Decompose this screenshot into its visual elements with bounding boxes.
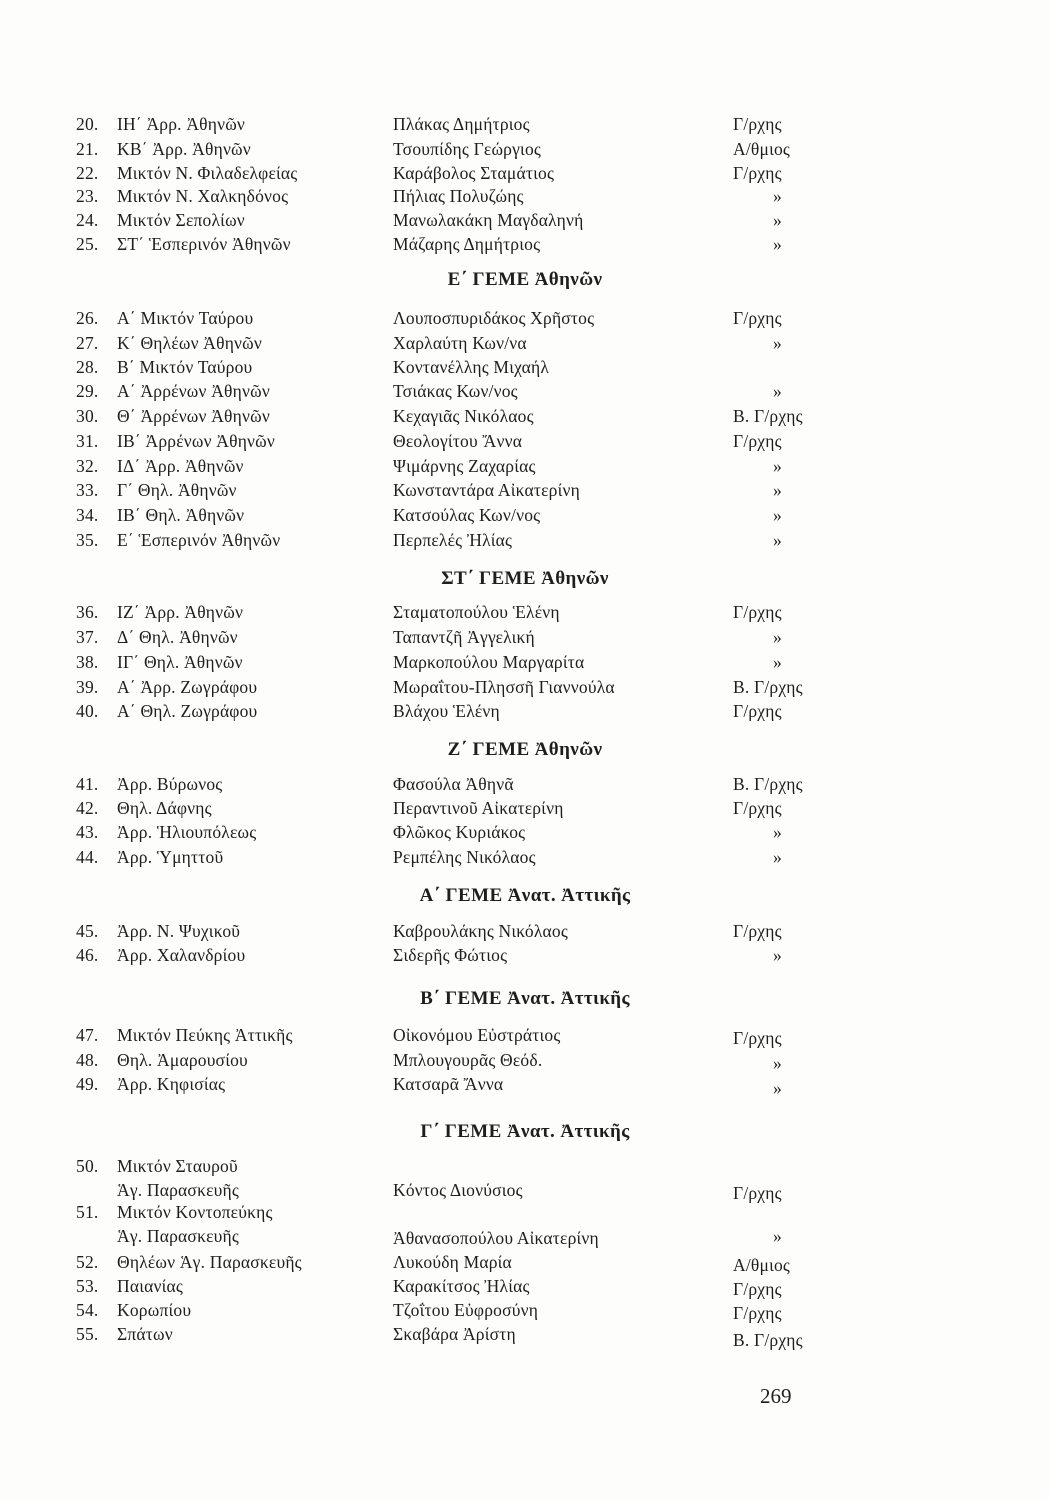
person-name: Κεχαγιᾶς Νικόλαος	[393, 406, 534, 426]
school-name: ΙΔ΄ Ἀρρ. Ἀθηνῶν	[117, 456, 244, 476]
entry-number: 33.	[76, 480, 99, 500]
role-label: »	[773, 530, 782, 550]
entry-number: 21.	[76, 139, 99, 159]
entry-number: 27.	[76, 333, 99, 353]
school-name: ΙΖ΄ Ἀρρ. Ἀθηνῶν	[117, 602, 244, 622]
role-label: Γ/ρχης	[733, 701, 782, 721]
entry-number: 37.	[76, 627, 99, 647]
list-item	[0, 1298, 1050, 1322]
school-name: Θ΄ Ἀρρένων Ἀθηνῶν	[117, 406, 270, 426]
list-item	[0, 845, 1050, 869]
person-name: Κατσαρᾶ Ἄννα	[393, 1074, 504, 1094]
role-label: »	[773, 945, 782, 965]
entry-number: 35.	[76, 530, 99, 550]
person-name: Κόντος Διονύσιος	[393, 1180, 523, 1200]
person-name: Λουποσπυριδάκος Χρῆστος	[393, 308, 595, 328]
entry-number: 47.	[76, 1025, 99, 1045]
person-name: Σκαβάρα Ἀρίστη	[393, 1324, 516, 1344]
school-name: Κ΄ Θηλέων Ἀθηνῶν	[117, 333, 262, 353]
person-name: Πήλιας Πολυζώης	[393, 186, 524, 206]
person-name: Φλῶκος Κυριάκος	[393, 822, 526, 842]
person-name: Χαρλαύτη Κων/να	[393, 333, 527, 353]
person-name: Περαντινοῦ Αἰκατερίνη	[393, 798, 564, 818]
person-name: Βλάχου Ἑλένη	[393, 701, 500, 721]
entry-number: 24.	[76, 210, 99, 230]
school-name: Θηλ. Δάφνης	[117, 798, 212, 818]
list-item	[0, 379, 1050, 403]
school-name: Σπάτων	[117, 1324, 173, 1344]
school-name-line2: Ἁγ. Παρασκευῆς	[117, 1226, 239, 1246]
list-item	[0, 306, 1050, 330]
person-name: Μωραΐτου-Πλησσῆ Γιαννούλα	[393, 677, 615, 697]
person-name: Φασούλα Ἀθηνᾶ	[393, 774, 514, 794]
list-item	[0, 454, 1050, 478]
role-label: »	[773, 456, 782, 476]
school-name: Θηλέων Ἁγ. Παρασκευῆς	[117, 1252, 302, 1272]
list-item	[0, 232, 1050, 256]
list-item	[0, 1200, 1050, 1250]
person-name: Μαρκοπούλου Μαργαρίτα	[393, 652, 585, 672]
list-item	[0, 528, 1050, 552]
entry-number: 36.	[76, 602, 99, 622]
list-item	[0, 429, 1050, 453]
person-name: Περπελές Ἠλίας	[393, 530, 513, 550]
entry-number: 54.	[76, 1300, 99, 1320]
entry-number: 46.	[76, 945, 99, 965]
entry-number: 43.	[76, 822, 99, 842]
person-name: Ψιμάρνης Ζαχαρίας	[393, 456, 536, 476]
entry-number: 31.	[76, 431, 99, 451]
role-label: Α/θμιος	[733, 139, 791, 159]
school-name: ΣΤ΄ Ἑσπερινόν Ἀθηνῶν	[117, 234, 291, 254]
person-name: Μανωλακάκη Μαγδαληνή	[393, 210, 584, 230]
entry-number: 23.	[76, 186, 99, 206]
person-name: Ρεμπέλης Νικόλαος	[393, 847, 536, 867]
list-item	[0, 478, 1050, 502]
role-label: Γ/ρχης	[733, 1303, 782, 1323]
role-label: »	[773, 210, 782, 230]
role-label: Γ/ρχης	[733, 308, 782, 328]
entry-number: 20.	[76, 114, 99, 134]
school-name: Α΄ Ἀρρένων Ἀθηνῶν	[117, 381, 270, 401]
person-name: Πλάκας Δημήτριος	[393, 114, 530, 134]
list-item	[0, 331, 1050, 355]
role-label: »	[773, 652, 782, 672]
person-name: Καράβολος Σταμάτιος	[393, 163, 555, 183]
entry-number: 25.	[76, 234, 99, 254]
list-item	[0, 404, 1050, 428]
school-name: ΙΗ΄ Ἀρρ. Ἀθηνῶν	[117, 114, 246, 134]
list-item	[0, 184, 1050, 208]
role-label: Γ/ρχης	[733, 921, 782, 941]
school-name: Μικτόν Ν. Χαλκηδόνος	[117, 186, 289, 206]
entry-number: 26.	[76, 308, 99, 328]
list-item	[0, 796, 1050, 820]
entry-number: 32.	[76, 456, 99, 476]
person-name: Καρακίτσος Ἠλίας	[393, 1276, 530, 1296]
entry-number: 45.	[76, 921, 99, 941]
list-item	[0, 919, 1050, 943]
list-item	[0, 675, 1050, 699]
list-item	[0, 1274, 1050, 1298]
list-item	[0, 208, 1050, 232]
role-label: Α/θμιος	[733, 1255, 791, 1275]
school-name: ΙΒ΄ Ἀρρένων Ἀθηνῶν	[117, 431, 275, 451]
school-name: Ἀρρ. Βύρωνος	[117, 774, 223, 794]
person-name: Μπλουγουρᾶς Θεόδ.	[393, 1050, 543, 1070]
school-name: Δ΄ Θηλ. Ἀθηνῶν	[117, 627, 238, 647]
role-label: Γ/ρχης	[733, 602, 782, 622]
school-name: Α΄ Μικτόν Ταύρου	[117, 308, 254, 328]
list-item	[0, 1023, 1050, 1047]
role-label: »	[773, 186, 782, 206]
entry-number: 29.	[76, 381, 99, 401]
entry-number: 34.	[76, 505, 99, 525]
person-name: Θεολογίτου Ἄννα	[393, 431, 523, 451]
school-name: Ἀρρ. Κηφισίας	[117, 1074, 226, 1094]
list-item	[0, 112, 1050, 136]
entry-number: 39.	[76, 677, 99, 697]
role-label: Β. Γ/ρχης	[733, 774, 803, 794]
school-name: Μικτόν Ν. Φιλαδελφείας	[117, 163, 298, 183]
list-item	[0, 161, 1050, 185]
list-item	[0, 600, 1050, 624]
person-name: Τσουπίδης Γεώργιος	[393, 139, 542, 159]
section-heading: ΣΤ΄ ΓΕΜΕ Ἀθηνῶν	[441, 568, 609, 589]
person-name: Λυκούδη Μαρία	[393, 1252, 512, 1272]
school-name: Ἀρρ. Ὑμηττοῦ	[117, 847, 224, 867]
list-item	[0, 772, 1050, 796]
role-label: »	[773, 1078, 782, 1098]
list-item	[0, 650, 1050, 674]
school-name: Ἀρρ. Ν. Ψυχικοῦ	[117, 921, 241, 941]
school-name: ΚΒ΄ Ἀρρ. Ἀθηνῶν	[117, 139, 251, 159]
person-name: Κωνσταντάρα Αἰκατερίνη	[393, 480, 580, 500]
list-item	[0, 699, 1050, 723]
person-name: Ἀθανασοπούλου Αἰκατερίνη	[393, 1228, 599, 1248]
section-heading: Ζ΄ ΓΕΜΕ Ἀθηνῶν	[447, 739, 603, 760]
person-name: Καβρουλάκης Νικόλαος	[393, 921, 569, 941]
school-name: Β΄ Μικτόν Ταύρου	[117, 357, 253, 377]
section-heading: Β΄ ΓΕΜΕ Ἀνατ. Ἀττικῆς	[420, 988, 630, 1009]
school-name: Μικτόν Σεπολίων	[117, 210, 245, 230]
list-item	[0, 355, 1050, 379]
role-label: Γ/ρχης	[733, 1183, 782, 1203]
list-item	[0, 1322, 1050, 1350]
section-heading: Γ΄ ΓΕΜΕ Ἀνατ. Ἀττικῆς	[420, 1121, 630, 1142]
school-name: Μικτόν Πεύκης Ἀττικῆς	[117, 1025, 293, 1045]
role-label: »	[773, 627, 782, 647]
entry-number: 41.	[76, 774, 99, 794]
person-name: Τσιάκας Κων/νος	[393, 381, 518, 401]
role-label: »	[773, 847, 782, 867]
school-name: Α΄ Ἀρρ. Ζωγράφου	[117, 677, 258, 697]
entry-number: 49.	[76, 1074, 99, 1094]
school-name: Ἀρρ. Χαλανδρίου	[117, 945, 246, 965]
entry-number: 53.	[76, 1276, 99, 1296]
school-name: Παιανίας	[117, 1276, 184, 1296]
section-heading: Α΄ ΓΕΜΕ Ἀνατ. Ἀττικῆς	[419, 885, 631, 906]
entry-number: 51.	[76, 1202, 99, 1222]
person-name: Τζοΐτου Εὐφροσύνη	[393, 1300, 539, 1320]
person-name: Οἰκονόμου Εὐστράτιος	[393, 1025, 561, 1045]
school-name: Α΄ Θηλ. Ζωγράφου	[117, 701, 258, 721]
list-item	[0, 503, 1050, 527]
entry-number: 48.	[76, 1050, 99, 1070]
entry-number: 30.	[76, 406, 99, 426]
list-item	[0, 625, 1050, 649]
school-name: Θηλ. Ἀμαρουσίου	[117, 1050, 248, 1070]
school-name: Ἀρρ. Ἡλιουπόλεως	[117, 822, 257, 842]
entry-number: 52.	[76, 1252, 99, 1272]
entry-number: 28.	[76, 357, 99, 377]
entry-number: 50.	[76, 1156, 99, 1176]
role-label: Γ/ρχης	[733, 798, 782, 818]
role-label: Γ/ρχης	[733, 431, 782, 451]
role-label: Γ/ρχης	[733, 1028, 782, 1048]
school-name-line2: Ἁγ. Παρασκευῆς	[117, 1180, 239, 1200]
school-name: Γ΄ Θηλ. Ἀθηνῶν	[117, 480, 237, 500]
list-item	[0, 1072, 1050, 1096]
school-name: ΙΒ΄ Θηλ. Ἀθηνῶν	[117, 505, 245, 525]
list-item	[0, 1154, 1050, 1204]
role-label: »	[773, 505, 782, 525]
school-name: Κορωπίου	[117, 1300, 192, 1320]
entry-number: 42.	[76, 798, 99, 818]
role-label: Β. Γ/ρχης	[733, 406, 803, 426]
role-label: »	[773, 1053, 782, 1073]
school-name: Ε΄ Ἑσπερινόν Ἀθηνῶν	[117, 530, 281, 550]
role-label: Γ/ρχης	[733, 163, 782, 183]
entry-number: 44.	[76, 847, 99, 867]
person-name: Κοντανέλλης Μιχαήλ	[393, 357, 550, 377]
person-name: Μάζαρης Δημήτριος	[393, 234, 541, 254]
role-label: »	[773, 381, 782, 401]
entry-number: 22.	[76, 163, 99, 183]
list-item	[0, 137, 1050, 161]
entry-number: 40.	[76, 701, 99, 721]
list-item	[0, 820, 1050, 844]
person-name: Σταματοπούλου Ἑλένη	[393, 602, 560, 622]
school-name: Μικτόν Σταυροῦ	[117, 1156, 238, 1176]
list-item	[0, 1250, 1050, 1274]
role-label: »	[773, 234, 782, 254]
role-label: »	[773, 333, 782, 353]
entry-number: 38.	[76, 652, 99, 672]
school-name: ΙΓ΄ Θηλ. Ἀθηνῶν	[117, 652, 243, 672]
section-heading: Ε΄ ΓΕΜΕ Ἀθηνῶν	[447, 269, 603, 290]
person-name: Ταπαντζῆ Ἀγγελική	[393, 627, 535, 647]
person-name: Σιδερῆς Φώτιος	[393, 945, 508, 965]
entry-number: 55.	[76, 1324, 99, 1344]
school-name: Μικτόν Κοντοπεύκης	[117, 1202, 273, 1222]
role-label: Γ/ρχης	[733, 1279, 782, 1299]
role-label: Β. Γ/ρχης	[733, 1330, 803, 1350]
role-label: Β. Γ/ρχης	[733, 677, 803, 697]
role-label: Γ/ρχης	[733, 114, 782, 134]
person-name: Κατσούλας Κων/νος	[393, 505, 541, 525]
role-label: »	[773, 1226, 782, 1246]
role-label: »	[773, 480, 782, 500]
role-label: »	[773, 822, 782, 842]
list-item	[0, 1048, 1050, 1072]
list-item	[0, 943, 1050, 967]
page-number: 269	[760, 1384, 792, 1408]
